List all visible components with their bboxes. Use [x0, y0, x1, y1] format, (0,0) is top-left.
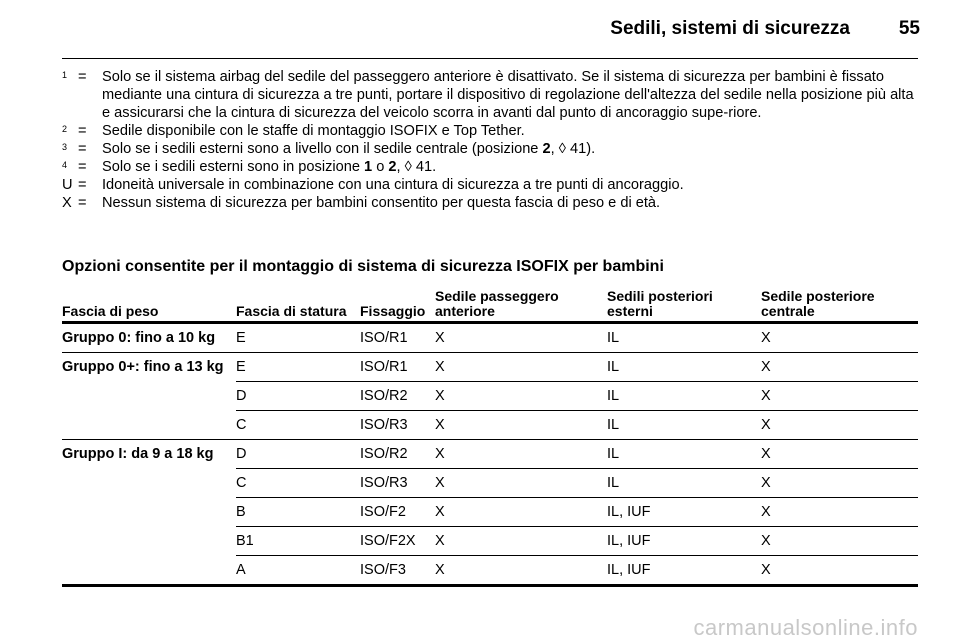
table-cell: IL [607, 382, 761, 411]
table-cell: X [761, 469, 918, 498]
table-cell: X [435, 469, 607, 498]
table-cell: IL [607, 411, 761, 440]
table-cell: A [236, 556, 360, 586]
table-row [62, 411, 918, 440]
table-cell: ISO/R2 [360, 382, 435, 411]
footnote-x [62, 194, 920, 212]
table-cell: ISO/R2 [360, 440, 435, 469]
footnote-1 [62, 68, 920, 122]
footnote-marker: 4 [62, 160, 68, 170]
table-row [62, 440, 918, 469]
table-cell: D [236, 440, 360, 469]
footnote-marker: 1 [62, 70, 68, 80]
footnote-equals: = [78, 69, 87, 85]
footnote-text: Solo se i sedili esterni sono a livello con il sedile centrale (posizione 2, ◊ 41). [102, 141, 596, 157]
watermark: carmanualsonline.info [693, 615, 918, 640]
position-number: 1 [364, 159, 373, 175]
table-cell: X [761, 556, 918, 586]
footnote-3 [62, 140, 920, 158]
table-row [62, 469, 918, 498]
footnote-text: Solo se i sedili esterni sono in posizione 1 o 2, ◊ 41. [102, 159, 437, 175]
isofix-table [62, 280, 918, 587]
column-header: Sedile passeggero anteriore [435, 280, 607, 323]
table-cell: X [761, 440, 918, 469]
table-cell: X [435, 411, 607, 440]
column-header: Fascia di peso [62, 280, 236, 323]
table-cell: B1 [236, 527, 360, 556]
table-cell [62, 382, 236, 411]
table-cell: X [761, 411, 918, 440]
table-cell: IL [607, 323, 761, 353]
footnote-text: Nessun sistema di sicurezza per bambini consentito per questa fascia di peso e di età. [102, 195, 661, 211]
table-cell: ISO/R3 [360, 469, 435, 498]
table-cell: IL [607, 469, 761, 498]
footnotes [62, 68, 920, 212]
table-cell: IL, IUF [607, 527, 761, 556]
footnote-2 [62, 122, 920, 140]
table-cell: X [435, 556, 607, 586]
position-number: 2 [388, 159, 397, 175]
table-cell: X [435, 498, 607, 527]
table-row [62, 498, 918, 527]
table-cell: X [435, 382, 607, 411]
table-cell: Gruppo 0: fino a 10 kg [62, 323, 236, 353]
table-cell: X [435, 353, 607, 382]
footnote-text: Idoneità universale in combinazione con una cintura di sicurezza a tre punti di ancoraggio. [102, 177, 684, 193]
table-cell: ISO/F2 [360, 498, 435, 527]
table-cell: IL [607, 440, 761, 469]
footnote-marker: X [62, 195, 72, 211]
table-header-row [62, 280, 918, 323]
footnote-marker: 2 [62, 124, 68, 134]
table-cell: C [236, 469, 360, 498]
table-cell: X [761, 498, 918, 527]
table-cell: IL, IUF [607, 498, 761, 527]
table-cell [62, 498, 236, 527]
header-divider [62, 58, 918, 59]
table-cell: Gruppo 0+: fino a 13 kg [62, 359, 224, 376]
table-cell: E [236, 353, 360, 382]
section-title: Opzioni consentite per il montaggio di sistema di sicurezza ISOFIX per bambini [62, 258, 664, 275]
table-cell: C [236, 411, 360, 440]
table-row [62, 382, 918, 411]
column-header: Fascia di statura [236, 280, 360, 323]
table-cell: X [761, 353, 918, 382]
table-cell: X [761, 323, 918, 353]
table-cell: ISO/R3 [360, 411, 435, 440]
table-cell [62, 411, 236, 440]
table-cell [62, 556, 236, 586]
column-header: Sedili posteriori esterni [607, 280, 761, 323]
table-cell: X [435, 527, 607, 556]
footnote-equals: = [78, 123, 87, 139]
table-row [62, 556, 918, 586]
table-row [62, 323, 918, 353]
footnote-equals: = [78, 159, 87, 175]
footnote-text: Sedile disponibile con le staffe di montaggio ISOFIX e Top Tether. [102, 123, 525, 139]
table-cell [62, 527, 236, 556]
footnote-equals: = [78, 195, 87, 211]
page-title: Sedili, sistemi di sicurezza [610, 18, 850, 39]
table-row [62, 527, 918, 556]
table-cell: D [236, 382, 360, 411]
table-cell: ISO/F2X [360, 527, 435, 556]
footnote-marker: U [62, 177, 73, 193]
table-cell [62, 469, 236, 498]
table-cell: X [761, 382, 918, 411]
footnote-4 [62, 158, 920, 176]
table-cell: ISO/R1 [360, 323, 435, 353]
table-cell: ISO/R1 [360, 353, 435, 382]
table-cell: X [435, 440, 607, 469]
table-cell: IL, IUF [607, 556, 761, 586]
table-cell: E [236, 323, 360, 353]
table-cell: ISO/F3 [360, 556, 435, 586]
column-header: Fissaggio [360, 280, 435, 323]
footnote-equals: = [78, 177, 87, 193]
footnote-text: Solo se il sistema airbag del sedile del passeggero anteriore è disattivato. Se il sistema di sicurezza per bambini è fissato mediante una cintura di sicurezza a tre punti, portare il dispositivo di regolazione dell'altezza del sedile nella posizione più alta e assicurarsi che la cintura di sicurezza del veicolo scorra in avanti dal punto di ancoraggio supe-riore. [102, 69, 914, 121]
table-cell: Gruppo I: da 9 a 18 kg [62, 446, 214, 463]
page-number: 55 [898, 18, 920, 39]
table-cell: IL [607, 353, 761, 382]
table-cell: B [236, 498, 360, 527]
position-number: 2 [542, 141, 551, 157]
footnote-equals: = [78, 141, 87, 157]
footnote-marker: 3 [62, 142, 68, 152]
table-row [62, 353, 918, 382]
table-cell: X [435, 323, 607, 353]
footnote-u [62, 176, 920, 194]
table-cell: X [761, 527, 918, 556]
column-header: Sedile posteriore centrale [761, 280, 918, 323]
